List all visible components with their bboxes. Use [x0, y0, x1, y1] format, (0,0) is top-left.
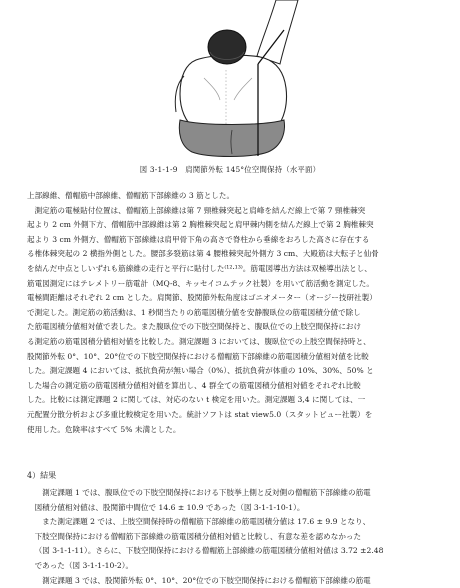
text-line: 電極間距離はそれぞれ 2 cm とした。肩関節、股関節外転角度はゴニオメーター（オージー技研社製） — [27, 293, 377, 303]
text-line: 測定筋の電極貼付位置は、僧帽筋上部線維は第 7 頸椎棘突起と肩峰を結んだ線上で第 7 頸椎棘突 — [27, 205, 366, 215]
text-line: 元配置分散分析および多重比較検定を用いた。統計ソフトは stat view5.0（スタットビュー社製）を — [27, 409, 373, 419]
text-line: 起より 3 cm 外側方、僧帽筋下部線維は肩甲骨下角の高さで脊柱から垂線をおろした高さに存在する — [27, 234, 370, 244]
text-line: る椎体棘突起の 2 横指外側とした。腰部多裂筋は第 4 腰椎棘突起外側方 3 cm、大殿筋は大転子と仙骨 — [27, 249, 379, 259]
text-line: 使用した。危険率はすべて 5% 未満とした。 — [27, 424, 181, 434]
text-line: 起より 2 cm 外側下方、僧帽筋中部線維は第 2 胸椎棘突起と肩甲棘内側を結んだ線上で第 2 胸椎棘突 — [27, 220, 374, 230]
text-line: 測定課題 3 では、股関節外転 0°、10°、20°位での下肢空間保持における僧帽筋下部線維の筋電 — [34, 575, 371, 585]
text-line: る測定筋の筋電図積分値相対値を比較した。測定課題 3 においては、腹臥位での上肢空間保持時と、 — [27, 336, 371, 346]
text-line: （図 3-1-1-11）。さらに、下肢空間保持における僧帽筋上部線維の筋電図積分値相対値は 3.72 ±2.48 — [34, 546, 384, 556]
results-paragraph — [27, 486, 439, 588]
prone-arm-raise-drawing — [0, 0, 460, 160]
text-line: 上部線維、僧帽筋中部線維、僧帽筋下部線維の 3 筋とした。 — [27, 191, 235, 200]
text-line: た筋電図積分値相対値で表した。また腹臥位での下肢空間保持と、腹臥位での上肢空間保持におけ — [27, 322, 362, 332]
text-line: した場合の測定筋の筋電図積分値相対値を算出し、4 群全ての筋電図積分値相対値をそれぞれ比較 — [27, 380, 361, 390]
text-line: 測定課題 1 では、腹臥位での下肢空間保持における下肢挙上側と反対側の僧帽筋下部線維の筋電 — [34, 488, 371, 497]
section-heading-results: 4）結果 — [27, 471, 57, 480]
methods-paragraph — [27, 189, 439, 437]
text-line: 筋電図測定にはテレメトリー筋電計（MQ-8、キッセイコムテック社製）を用いて筋活動を測定した。 — [27, 278, 374, 288]
text-line: 図積分値相対値は、股関節中間位で 14.6 ± 10.9 であった（図 3-1-1-10-1）。 — [34, 502, 305, 512]
text-line: した。測定課題 4 においては、抵抗負荷が無い場合（0%）、抵抗負荷が体重の 10%、30%、50% と — [27, 366, 374, 376]
text-line: した。比較には測定課題 2 に関しては、対応のない t 検定を用いた。測定課題 3,4 に関しては、一 — [27, 395, 366, 405]
text-line: また測定課題 2 では、上肢空間保持時の僧帽筋下部線維の筋電図積分値は 17.6 ± 9.9 となり、 — [34, 517, 371, 527]
text-line: で測定した。測定筋の筋活動は、1 秒間当たりの筋電図積分値を安静腹臥位の筋電図積分値で除し — [27, 307, 361, 317]
figure-caption: 図 3-1-1-9 肩関節外転 145°位空間保持（水平面） — [139, 165, 321, 174]
text-line: 股関節外転 0°、10°、20°位での下肢空間保持における僧帽筋下部線維の筋電図積分値相対値を比較 — [27, 351, 369, 361]
text-line: を結んだ中点としいずれも筋線維の走行と平行に貼付した⁽¹²·¹³⁾。筋電図導出方法は双極導出法とし、 — [27, 263, 372, 273]
text-line: であった（図 3-1-1-10-2）。 — [34, 560, 134, 570]
text-line: 下肢空間保持における僧帽筋下部線維の筋電図積分値相対値と比較し、有意な差を認めなかった — [34, 531, 362, 541]
figure-illustration — [0, 0, 460, 160]
